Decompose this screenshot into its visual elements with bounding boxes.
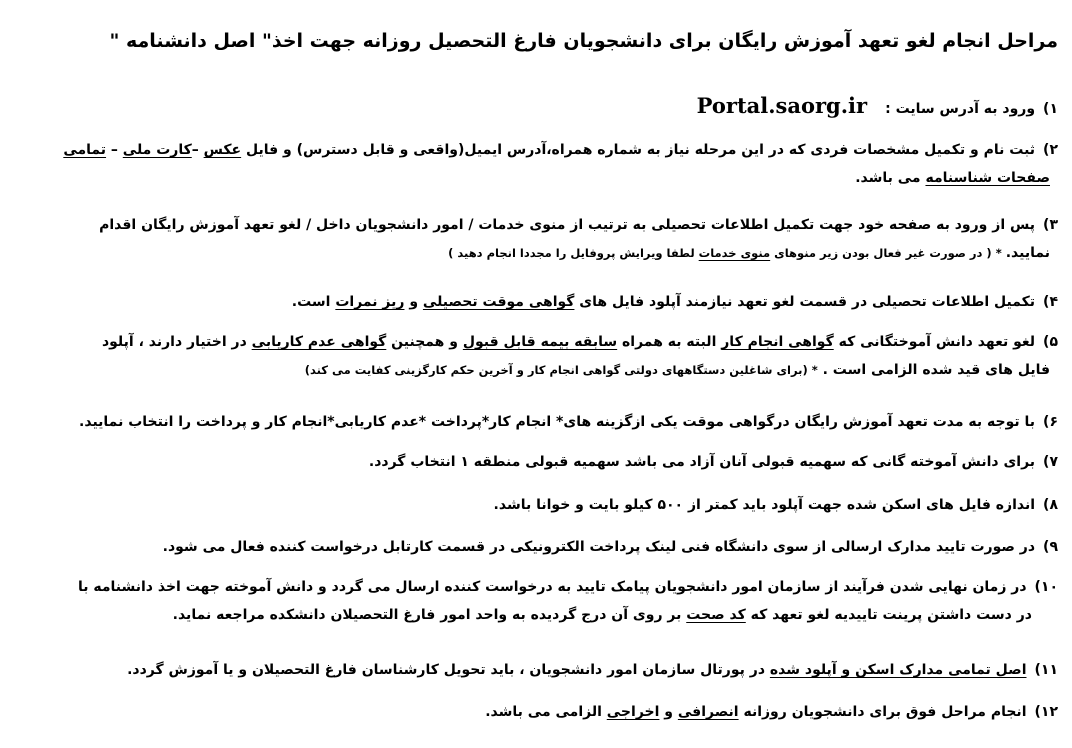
step-7 xyxy=(18,448,1058,476)
separator: – xyxy=(191,142,204,158)
step-text: و همچنین xyxy=(386,334,463,350)
step-text: در صورت تایید مدارک ارسالی از سوی دانشگاه فنی لینک پرداخت الکترونیکی در قسمت کارتابل درخواست کننده فعال می شود. xyxy=(162,539,1036,555)
national-card-requirement: کارت ملی xyxy=(122,142,192,158)
step-6 xyxy=(18,408,1058,436)
step-number: ۶) xyxy=(1043,414,1058,430)
transcript-requirement: ریز نمرات xyxy=(335,294,405,310)
step-number: ۳) xyxy=(1043,217,1058,233)
step-9 xyxy=(18,533,1058,561)
step-number: ۱۰) xyxy=(1034,579,1058,595)
step-text: در دست داشتن پرینت تاییدیه لغو تعهد که xyxy=(745,607,1032,623)
all-requirement: تمامی xyxy=(63,142,107,158)
step-4 xyxy=(18,288,1058,316)
step-text: با توجه به مدت تعهد آموزش رایگان درگواهی موقت یکی ازگزینه های* انجام کار*پرداخت *عدم کاریابی*انجام کار و پرداخت را انتخاب نمایید. xyxy=(79,414,1036,430)
expelled-label: اخراجی xyxy=(606,704,660,720)
step-10 xyxy=(18,573,1058,629)
step-number: ۱) xyxy=(1043,101,1058,117)
step-text-end: الزامی می باشد. xyxy=(485,704,607,720)
step-text-end: بر روی آن درج گردیده به واحد امور فارغ التحصیلان دانشکده مراجعه نماید. xyxy=(172,607,687,623)
step-text: ثبت نام و تکمیل مشخصات فردی که در این مرحله نیاز به شماره همراه،آدرس ایمیل(واقعی و قابل دسترس) و فایل xyxy=(241,142,1036,158)
step-note: * (برای شاغلین دستگاههای دولتی گواهی انجام کار و آخرین حکم کارگزینی کفایت می کند) xyxy=(304,363,818,377)
step-text: در اختیار دارند ، آپلود xyxy=(101,334,252,350)
document-title: مراحل انجام لغو تعهد آموزش رایگان برای دانشجویان فارغ التحصیل روزانه جهت اخذ" اصل دانشنامه " xyxy=(109,30,1058,52)
step-number: ۲) xyxy=(1043,142,1058,158)
step-12 xyxy=(18,698,1058,726)
step-text: تکمیل اطلاعات تحصیلی در قسمت لغو تعهد نیازمند آپلود فایل های xyxy=(574,294,1036,310)
unemployment-certificate-requirement: گواهی عدم کاریابی xyxy=(251,334,387,350)
step-text: لغو تعهد دانش آموختگانی که xyxy=(833,334,1036,350)
step-text: ورود به آدرس سایت : xyxy=(885,101,1036,117)
step-text: در زمان نهایی شدن فرآیند از سازمان امور دانشجویان پیامک تایید به درخواست کننده ارسال می گردد و دانش آموخته جهت اخذ دانشنامه با xyxy=(77,579,1027,595)
step-5 xyxy=(18,328,1058,384)
step-8 xyxy=(18,491,1058,519)
step-text: برای دانش آموخته گانی که سهمیه قبولی آنان آزاد می باشد سهمیه قبولی منطقه ۱ انتخاب گردد. xyxy=(368,454,1036,470)
step-text: انجام مراحل فوق برای دانشجویان روزانه xyxy=(738,704,1027,720)
original-documents-requirement: اصل تمامی مدارک اسکن و آپلود شده xyxy=(769,662,1027,678)
birth-certificate-requirement: صفحات شناسنامه xyxy=(925,170,1050,186)
step-11 xyxy=(18,656,1058,684)
step-note-end: لطفا ویرایش پروفایل را مجددا انجام دهید ) xyxy=(448,246,699,260)
step-number: ۹) xyxy=(1043,539,1058,555)
step-text-end: نمایید. xyxy=(1005,245,1050,261)
step-number: ۴) xyxy=(1043,294,1058,310)
step-number: ۵) xyxy=(1043,334,1058,350)
separator: – xyxy=(106,142,123,158)
step-1 xyxy=(18,92,1058,123)
step-text: اندازه فایل های اسکن شده جهت آپلود باید کمتر از ۵۰۰ کیلو بایت و خوانا باشد. xyxy=(493,497,1036,513)
portal-url: Portal.saorg.ir xyxy=(696,93,868,118)
step-text-end: فایل های قید شده الزامی است . xyxy=(822,362,1050,378)
verification-code-label: کد صحت xyxy=(686,607,746,623)
services-menu-note: منوی خدمات xyxy=(698,246,771,260)
step-number: ۱۲) xyxy=(1034,704,1058,720)
step-text: در پورتال سازمان امور دانشجویان ، باید تحویل کارشناسان فارغ التحصیلان و یا آموزش گردد. xyxy=(127,662,770,678)
step-2 xyxy=(18,136,1058,192)
conjunction: و xyxy=(404,294,423,310)
step-number: ۸) xyxy=(1043,497,1058,513)
step-text: البته به همراه xyxy=(617,334,722,350)
step-number: ۱۱) xyxy=(1034,662,1058,678)
step-text-end: می باشد. xyxy=(855,170,926,186)
temporary-certificate-requirement: گواهی موقت تحصیلی xyxy=(422,294,575,310)
employment-certificate-requirement: گواهی انجام کار xyxy=(721,334,834,350)
step-text: پس از ورود به صفحه خود جهت تکمیل اطلاعات تحصیلی به ترتیب از منوی خدمات / امور دانشجویان داخل / لغو تعهد آموزش رایگان اقدام xyxy=(99,217,1036,233)
withdrawn-label: انصرافی xyxy=(677,704,739,720)
step-number: ۷) xyxy=(1043,454,1058,470)
step-text-end: است. xyxy=(291,294,336,310)
photo-requirement: عکس xyxy=(203,142,242,158)
conjunction: و xyxy=(659,704,678,720)
step-note: * ( در صورت غیر فعال بودن زیر منوهای xyxy=(770,246,1006,260)
step-3 xyxy=(18,211,1058,267)
insurance-history-requirement: سابقه بیمه قابل قبول xyxy=(462,334,618,350)
